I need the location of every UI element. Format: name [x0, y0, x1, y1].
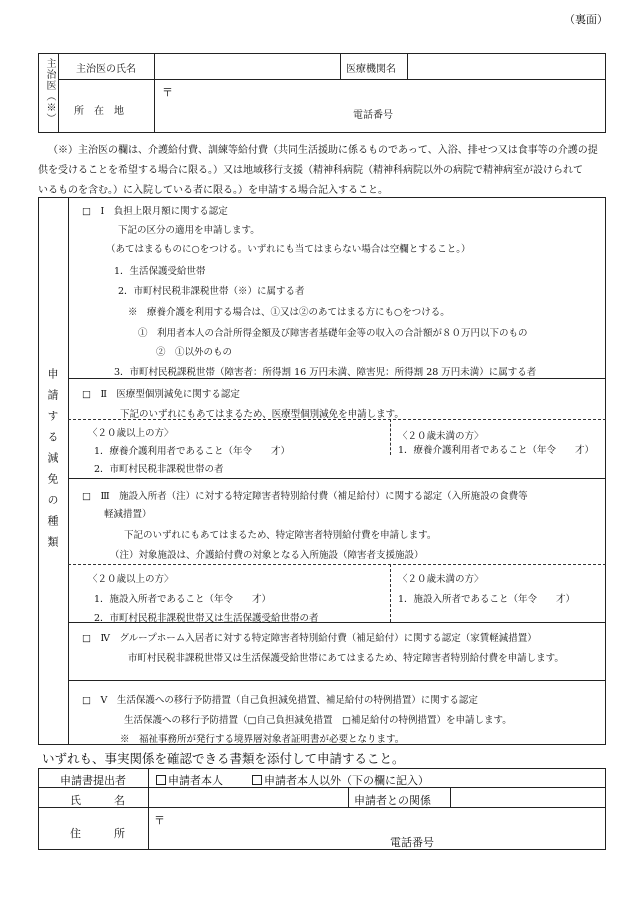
submitter-option-other-label: 申請者本人以外（下の欄に記入） [264, 774, 429, 787]
sec1-item1[interactable]: 1．生活保護受給世帯 [114, 266, 206, 277]
doctor-note-line-2: 供を受けることを希望する場合に限る。）又は地域移行支援（精神科病院（精神科病院以外の病院で精神病室が設けられて [38, 165, 583, 176]
sec3-title[interactable]: □ Ⅲ 施設入所者（注）に対する特定障害者特別給付費（補足給付）に関する認定（入所施設の食費等 [82, 491, 528, 502]
sec1-line2: （あてはまるものに○をつける。いずれにも当てはまらない場合は空欄とすること。） [106, 244, 471, 255]
sec1-choice2[interactable]: ② ①以外のもの [156, 347, 233, 358]
sec1-item2[interactable]: 2．市町村民税非課税世帯（※）に属する者 [118, 286, 305, 297]
sec3-over20-item2: 2．市町村民税非課税世帯又は生活保護受給世帯の者 [94, 613, 319, 624]
sec1-item2-note: ※ 療養介護を利用する場合は、①又は②のあてはまる方にも○をつける。 [128, 307, 450, 318]
sec1-line1: 下記の区分の適用を申請します。 [118, 225, 260, 236]
submitter-phone-label: 電話番号 [390, 836, 434, 849]
postal-mark: 〒 [162, 86, 173, 99]
sec4-title[interactable]: □ Ⅳ グループホーム入居者に対する特定障害者特別給付費（補足給付）に関する認定（家賃軽減措置） [82, 633, 537, 644]
doctor-note-line-3: いるものを含む。）に入院している者に限る。）を申請する場合記入すること。 [38, 185, 388, 196]
doctor-note-line-1: （※）主治医の欄は、介護給付費、訓練等給付費（共同生活援助に係るものであって、入浴、排せつ又は食事等の介護の提 [48, 145, 598, 156]
sec1-choice1[interactable]: ① 利用者本人の合計所得金額及び障害者基礎年金等の収入の合計額が８０万円以下のもの [138, 328, 528, 339]
sec2-line1: 下記のいずれにもあてはまるため、医療型個別減免を申請します。 [120, 409, 404, 420]
relation-field[interactable] [454, 790, 602, 805]
sec3-over20-item1: 1．施設入所者であること（年令 才） [94, 594, 272, 605]
institution-field[interactable] [411, 57, 601, 75]
submitter-postal-mark: 〒 [154, 814, 165, 827]
sec1-item3[interactable]: 3．市町村民税課税世帯（障害者：所得割 16 万円未満、障害児：所得割 28 万円未満）に属する者 [114, 367, 537, 378]
sec3-line1: 下記のいずれにもあてはまるため、特定障害者特別給付費を申請します。 [124, 530, 437, 541]
submitter-name-field[interactable] [152, 790, 344, 805]
reduction-side-label: 申請する減免の種類 [46, 368, 59, 557]
submitter-option-self-label: 申請者本人 [168, 774, 223, 787]
sec5-title[interactable]: □ Ⅴ 生活保護への移行予防措置（自己負担減免措置、補足給付の特例措置）に関する認定 [82, 695, 478, 706]
submitter-option-self[interactable] [156, 772, 223, 788]
doctor-phone-label: 電話番号 [353, 110, 393, 121]
relation-label: 申請者との関係 [354, 794, 431, 807]
attachment-note: いずれも、事実関係を確認できる書類を添付して申請すること。 [42, 751, 405, 766]
institution-label: 医療機関名 [346, 64, 396, 75]
submitter-option-other[interactable] [252, 772, 429, 788]
checkbox-other[interactable] [252, 775, 262, 785]
submitter-name-label: 氏 名 [70, 794, 125, 807]
sec2-over20-item1: 1．療養介護利用者であること（年令 才） [94, 446, 291, 457]
sec2-over20-item2: 2．市町村民税非課税世帯の者 [94, 464, 224, 475]
sec2-title[interactable]: □ Ⅱ 医療型個別減免に関する認定 [82, 389, 240, 400]
sec2-under20-item1: 1．療養介護利用者であること（年令 才） [398, 445, 595, 456]
sec5-line1[interactable]: 生活保護への移行予防措置（□自己負担減免措置 □補足給付の特例措置）を申請します。 [124, 715, 512, 726]
sec1-title[interactable]: □ Ⅰ 負担上限月額に関する認定 [82, 206, 228, 217]
sec2-under20-label: 〈２０歳未満の方〉 [398, 431, 484, 442]
submitter-address-field[interactable] [168, 811, 602, 847]
doctor-name-field[interactable] [158, 57, 336, 75]
sec5-note: ※ 福祉事務所が発行する境界層対象者証明書が必要となります。 [120, 734, 405, 745]
submitter-address-label: 住 所 [70, 827, 125, 840]
doctor-side-label: 主治医（※） [44, 58, 55, 124]
sec3-under20-item1: 1．施設入所者であること（年令 才） [398, 594, 576, 605]
sec2-over20-label: 〈２０歳以上の方〉 [88, 428, 174, 439]
submitter-label: 申請書提出者 [60, 774, 126, 787]
sec3-note: （注）対象施設は、介護給付費の対象となる入所施設（障害者支援施設） [110, 550, 424, 561]
sec3-over20-label: 〈２０歳以上の方〉 [88, 574, 174, 585]
sec3-title-cont: 軽減措置） [104, 509, 152, 520]
doctor-name-label: 主治医の氏名 [76, 64, 136, 75]
page-side-label: （裏面） [564, 13, 608, 26]
checkbox-self[interactable] [156, 775, 166, 785]
doctor-address-label: 所 在 地 [74, 106, 124, 117]
sec4-line1: 市町村民税非課税世帯又は生活保護受給世帯にあてはまるため、特定障害者特別給付費を申請します。 [128, 653, 564, 664]
sec3-under20-label: 〈２０歳未満の方〉 [398, 574, 484, 585]
